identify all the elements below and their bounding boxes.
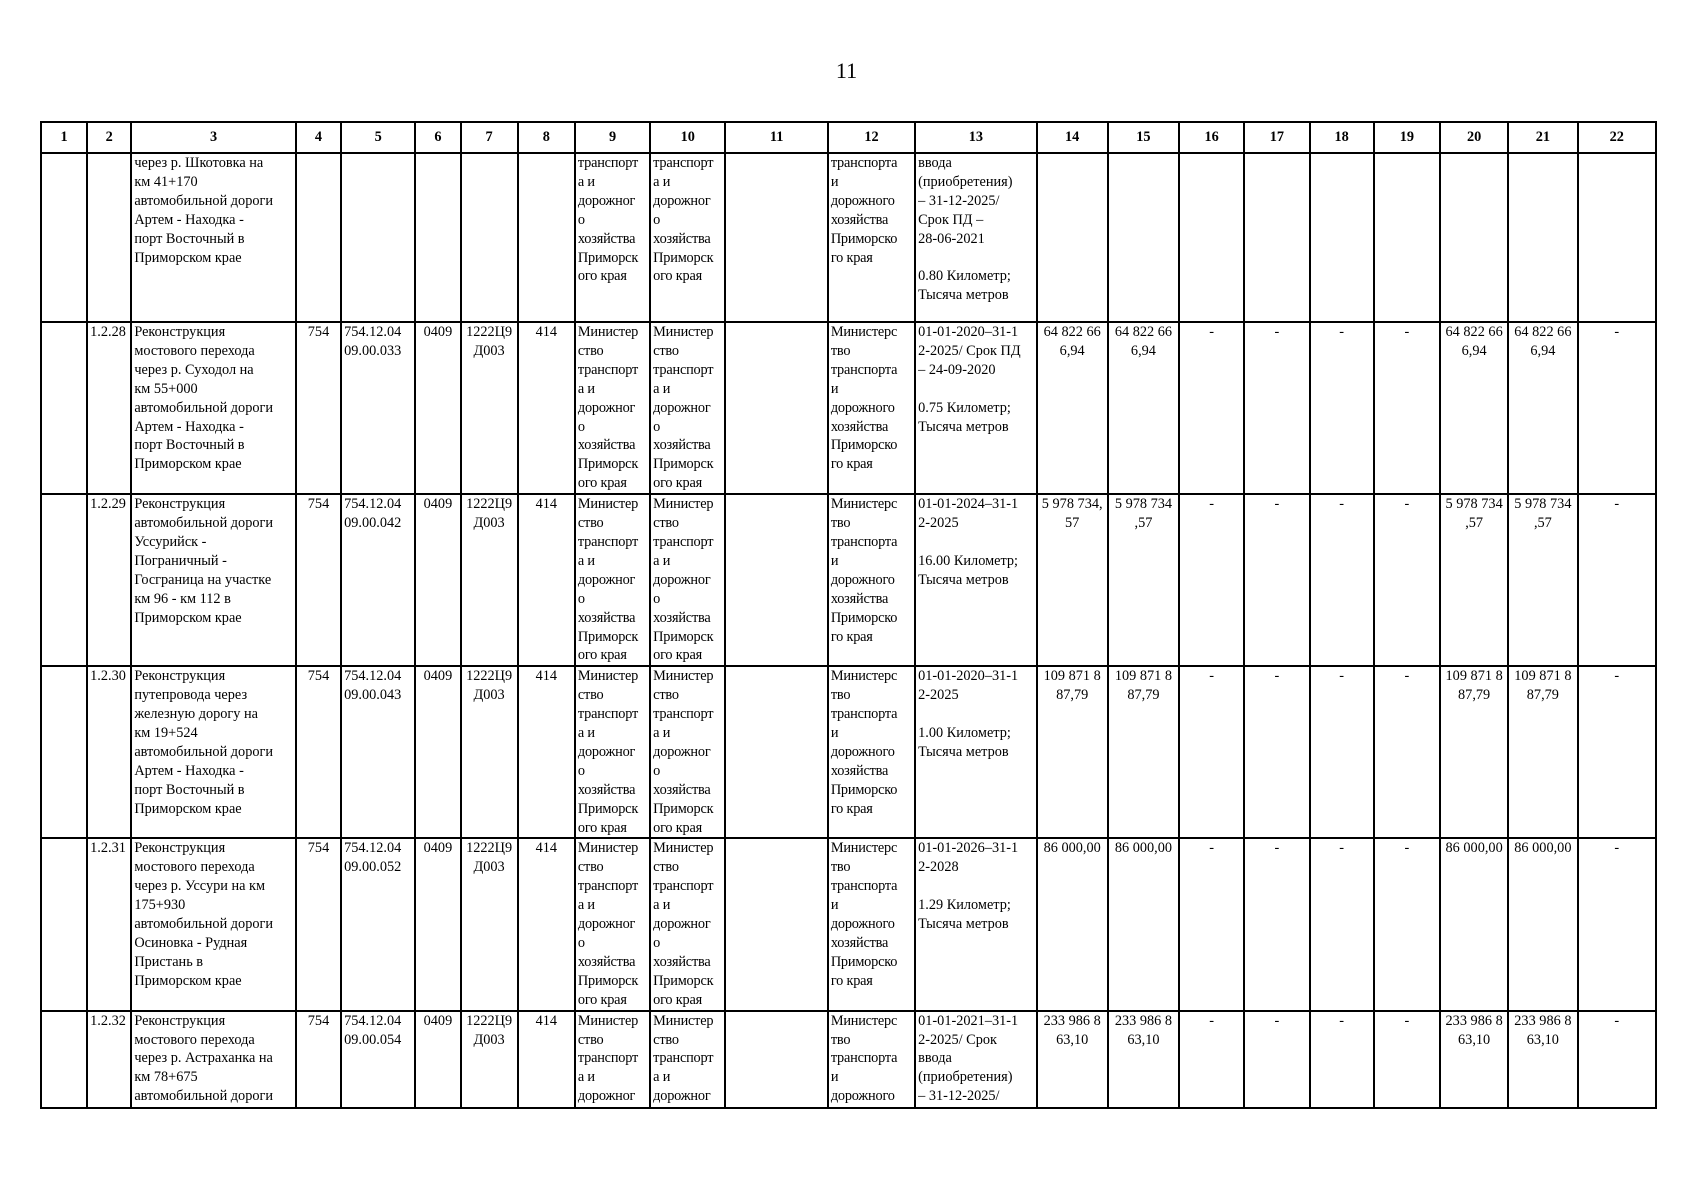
cell-c17 xyxy=(1244,153,1309,322)
cell-c10: транспорт а и дорожног о хозяйства Приморск ого края xyxy=(650,153,725,322)
header-row xyxy=(41,122,1656,153)
table-row xyxy=(41,666,1656,838)
cell-c4: 754 xyxy=(296,322,341,494)
cell-c16: - xyxy=(1179,1011,1244,1108)
column-header: 19 xyxy=(1374,122,1440,153)
cell-c16: - xyxy=(1179,838,1244,1010)
column-header: 22 xyxy=(1578,122,1657,153)
cell-c5: 754.12.04 09.00.042 xyxy=(341,494,415,666)
cell-c22: - xyxy=(1578,666,1657,838)
column-header: 5 xyxy=(341,122,415,153)
cell-c11 xyxy=(725,1011,827,1108)
cell-c4: 754 xyxy=(296,494,341,666)
cell-c18: - xyxy=(1310,322,1374,494)
cell-object-name: Реконструкция автомобильной дороги Уссурийск - Пограничный - Госграница на участке км 96 - км 112 в Приморском крае xyxy=(131,494,296,666)
cell-c9: Министер ство транспорт а и дорожног о хозяйства Приморск ого края xyxy=(575,666,650,838)
cell-item-code: 1.2.28 xyxy=(87,322,131,494)
cell-c9: Министер ство транспорт а и дорожног о хозяйства Приморск ого края xyxy=(575,494,650,666)
column-header: 20 xyxy=(1440,122,1508,153)
cell-c6: 0409 xyxy=(415,494,460,666)
cell-c22: - xyxy=(1578,322,1657,494)
cell-c9: Министер ство транспорт а и дорожног о хозяйства Приморск ого края xyxy=(575,322,650,494)
cell-c12: Министерс тво транспорта и дорожного хозяйства Приморско го края xyxy=(828,494,915,666)
cell-item-code: 1.2.29 xyxy=(87,494,131,666)
table-row xyxy=(41,153,1656,322)
column-header: 2 xyxy=(87,122,131,153)
cell-c20: 86 000,00 xyxy=(1440,838,1508,1010)
cell-row-number xyxy=(41,666,87,838)
table-row xyxy=(41,1011,1656,1108)
cell-c12: Министерс тво транспорта и дорожного xyxy=(828,1011,915,1108)
cell-c16: - xyxy=(1179,322,1244,494)
cell-c13: 01-01-2020–31-1 2-2025/ Срок ПД – 24-09-2020 0.75 Километр; Тысяча метров xyxy=(915,322,1036,494)
cell-row-number xyxy=(41,153,87,322)
cell-c10: Министер ство транспорт а и дорожног о хозяйства Приморск ого края xyxy=(650,494,725,666)
cell-c5: 754.12.04 09.00.033 xyxy=(341,322,415,494)
cell-c15: 5 978 734 ,57 xyxy=(1108,494,1179,666)
cell-c11 xyxy=(725,153,827,322)
cell-c18: - xyxy=(1310,1011,1374,1108)
cell-c4: 754 xyxy=(296,838,341,1010)
cell-c14: 86 000,00 xyxy=(1037,838,1108,1010)
column-header: 1 xyxy=(41,122,87,153)
column-header: 21 xyxy=(1508,122,1577,153)
cell-row-number xyxy=(41,838,87,1010)
cell-c14: 64 822 66 6,94 xyxy=(1037,322,1108,494)
cell-c8: 414 xyxy=(518,1011,575,1108)
column-header: 12 xyxy=(828,122,915,153)
cell-c21 xyxy=(1508,153,1577,322)
cell-c20: 109 871 8 87,79 xyxy=(1440,666,1508,838)
column-header: 7 xyxy=(461,122,518,153)
cell-c17: - xyxy=(1244,322,1309,494)
cell-c21: 64 822 66 6,94 xyxy=(1508,322,1577,494)
column-header: 13 xyxy=(915,122,1036,153)
cell-c6: 0409 xyxy=(415,666,460,838)
cell-row-number xyxy=(41,494,87,666)
cell-c14 xyxy=(1037,153,1108,322)
cell-c8: 414 xyxy=(518,666,575,838)
cell-c11 xyxy=(725,494,827,666)
cell-c20 xyxy=(1440,153,1508,322)
cell-c13: 01-01-2020–31-1 2-2025 1.00 Километр; Тысяча метров xyxy=(915,666,1036,838)
cell-c18: - xyxy=(1310,494,1374,666)
cell-c5: 754.12.04 09.00.043 xyxy=(341,666,415,838)
cell-c15: 233 986 8 63,10 xyxy=(1108,1011,1179,1108)
cell-c13: 01-01-2024–31-1 2-2025 16.00 Километр; Тысяча метров xyxy=(915,494,1036,666)
cell-c19: - xyxy=(1374,1011,1440,1108)
cell-c14: 5 978 734, 57 xyxy=(1037,494,1108,666)
column-header: 4 xyxy=(296,122,341,153)
cell-c4 xyxy=(296,153,341,322)
cell-c15 xyxy=(1108,153,1179,322)
cell-c19: - xyxy=(1374,838,1440,1010)
cell-c16 xyxy=(1179,153,1244,322)
cell-c10: Министер ство транспорт а и дорожног о хозяйства Приморск ого края xyxy=(650,838,725,1010)
cell-c5 xyxy=(341,153,415,322)
cell-c15: 64 822 66 6,94 xyxy=(1108,322,1179,494)
table-row xyxy=(41,838,1656,1010)
cell-c4: 754 xyxy=(296,1011,341,1108)
cell-c8: 414 xyxy=(518,838,575,1010)
cell-c9: Министер ство транспорт а и дорожног о хозяйства Приморск ого края xyxy=(575,838,650,1010)
cell-c22 xyxy=(1578,153,1657,322)
cell-object-name: Реконструкция мостового перехода через р. Астраханка на км 78+675 автомобильной дороги xyxy=(131,1011,296,1108)
cell-c11 xyxy=(725,838,827,1010)
column-header: 17 xyxy=(1244,122,1309,153)
cell-c14: 233 986 8 63,10 xyxy=(1037,1011,1108,1108)
cell-c7: 1222Ц9 Д003 xyxy=(461,1011,518,1108)
cell-c16: - xyxy=(1179,494,1244,666)
column-header: 15 xyxy=(1108,122,1179,153)
cell-c5: 754.12.04 09.00.054 xyxy=(341,1011,415,1108)
cell-c22: - xyxy=(1578,1011,1657,1108)
cell-c9: Министер ство транспорт а и дорожног xyxy=(575,1011,650,1108)
cell-c16: - xyxy=(1179,666,1244,838)
cell-c13: 01-01-2026–31-1 2-2028 1.29 Километр; Тысяча метров xyxy=(915,838,1036,1010)
cell-c10: Министер ство транспорт а и дорожног о хозяйства Приморск ого края xyxy=(650,322,725,494)
cell-item-code: 1.2.30 xyxy=(87,666,131,838)
cell-c10: Министер ство транспорт а и дорожног о хозяйства Приморск ого края xyxy=(650,666,725,838)
cell-c7: 1222Ц9 Д003 xyxy=(461,838,518,1010)
cell-c8: 414 xyxy=(518,494,575,666)
budget-table xyxy=(40,121,1657,1109)
cell-c13: ввода (приобретения) – 31-12-2025/ Срок ПД – 28-06-2021 0.80 Километр; Тысяча метров xyxy=(915,153,1036,322)
cell-c20: 233 986 8 63,10 xyxy=(1440,1011,1508,1108)
column-header: 8 xyxy=(518,122,575,153)
cell-c6 xyxy=(415,153,460,322)
cell-c21: 86 000,00 xyxy=(1508,838,1577,1010)
cell-c18: - xyxy=(1310,838,1374,1010)
cell-item-code: 1.2.32 xyxy=(87,1011,131,1108)
cell-c7: 1222Ц9 Д003 xyxy=(461,666,518,838)
cell-c6: 0409 xyxy=(415,838,460,1010)
cell-c21: 109 871 8 87,79 xyxy=(1508,666,1577,838)
cell-c15: 109 871 8 87,79 xyxy=(1108,666,1179,838)
column-header: 18 xyxy=(1310,122,1374,153)
cell-c20: 5 978 734 ,57 xyxy=(1440,494,1508,666)
cell-item-code: 1.2.31 xyxy=(87,838,131,1010)
cell-c22: - xyxy=(1578,494,1657,666)
cell-c17: - xyxy=(1244,494,1309,666)
cell-c20: 64 822 66 6,94 xyxy=(1440,322,1508,494)
cell-c22: - xyxy=(1578,838,1657,1010)
column-header: 14 xyxy=(1037,122,1108,153)
page-number: 11 xyxy=(835,58,858,83)
cell-c12: Министерс тво транспорта и дорожного хозяйства Приморско го края xyxy=(828,838,915,1010)
column-header: 6 xyxy=(415,122,460,153)
cell-object-name: Реконструкция мостового перехода через р. Суходол на км 55+000 автомобильной дороги Артем - Находка - порт Восточный в Приморском крае xyxy=(131,322,296,494)
cell-c9: транспорт а и дорожног о хозяйства Приморск ого края xyxy=(575,153,650,322)
cell-c6: 0409 xyxy=(415,1011,460,1108)
table-row xyxy=(41,494,1656,666)
cell-c15: 86 000,00 xyxy=(1108,838,1179,1010)
cell-c21: 5 978 734 ,57 xyxy=(1508,494,1577,666)
cell-c12: транспорта и дорожного хозяйства Приморско го края xyxy=(828,153,915,322)
cell-c4: 754 xyxy=(296,666,341,838)
cell-object-name: Реконструкция путепровода через железную дорогу на км 19+524 автомобильной дороги Артем - Находка - порт Восточный в Приморском крае xyxy=(131,666,296,838)
cell-c19: - xyxy=(1374,494,1440,666)
cell-c7: 1222Ц9 Д003 xyxy=(461,322,518,494)
cell-object-name: Реконструкция мостового перехода через р. Уссури на км 175+930 автомобильной дороги Осиновка - Рудная Пристань в Приморском крае xyxy=(131,838,296,1010)
cell-c8: 414 xyxy=(518,322,575,494)
table-row xyxy=(41,322,1656,494)
cell-c7 xyxy=(461,153,518,322)
cell-c8 xyxy=(518,153,575,322)
column-header: 16 xyxy=(1179,122,1244,153)
cell-c10: Министер ство транспорт а и дорожног xyxy=(650,1011,725,1108)
cell-c19: - xyxy=(1374,666,1440,838)
cell-c5: 754.12.04 09.00.052 xyxy=(341,838,415,1010)
cell-c6: 0409 xyxy=(415,322,460,494)
cell-c14: 109 871 8 87,79 xyxy=(1037,666,1108,838)
cell-c17: - xyxy=(1244,1011,1309,1108)
cell-c17: - xyxy=(1244,666,1309,838)
cell-c12: Министерс тво транспорта и дорожного хозяйства Приморско го края xyxy=(828,666,915,838)
cell-item-code xyxy=(87,153,131,322)
column-header: 10 xyxy=(650,122,725,153)
cell-c11 xyxy=(725,666,827,838)
column-header: 11 xyxy=(725,122,827,153)
cell-c13: 01-01-2021–31-1 2-2025/ Срок ввода (приобретения) – 31-12-2025/ xyxy=(915,1011,1036,1108)
cell-object-name: через р. Шкотовка на км 41+170 автомобильной дороги Артем - Находка - порт Восточный в Приморском крае xyxy=(131,153,296,322)
cell-row-number xyxy=(41,322,87,494)
cell-c18 xyxy=(1310,153,1374,322)
cell-c18: - xyxy=(1310,666,1374,838)
cell-row-number xyxy=(41,1011,87,1108)
cell-c12: Министерс тво транспорта и дорожного хозяйства Приморско го края xyxy=(828,322,915,494)
cell-c21: 233 986 8 63,10 xyxy=(1508,1011,1577,1108)
cell-c19 xyxy=(1374,153,1440,322)
cell-c11 xyxy=(725,322,827,494)
cell-c19: - xyxy=(1374,322,1440,494)
column-header: 3 xyxy=(131,122,296,153)
cell-c7: 1222Ц9 Д003 xyxy=(461,494,518,666)
cell-c17: - xyxy=(1244,838,1309,1010)
column-header: 9 xyxy=(575,122,650,153)
